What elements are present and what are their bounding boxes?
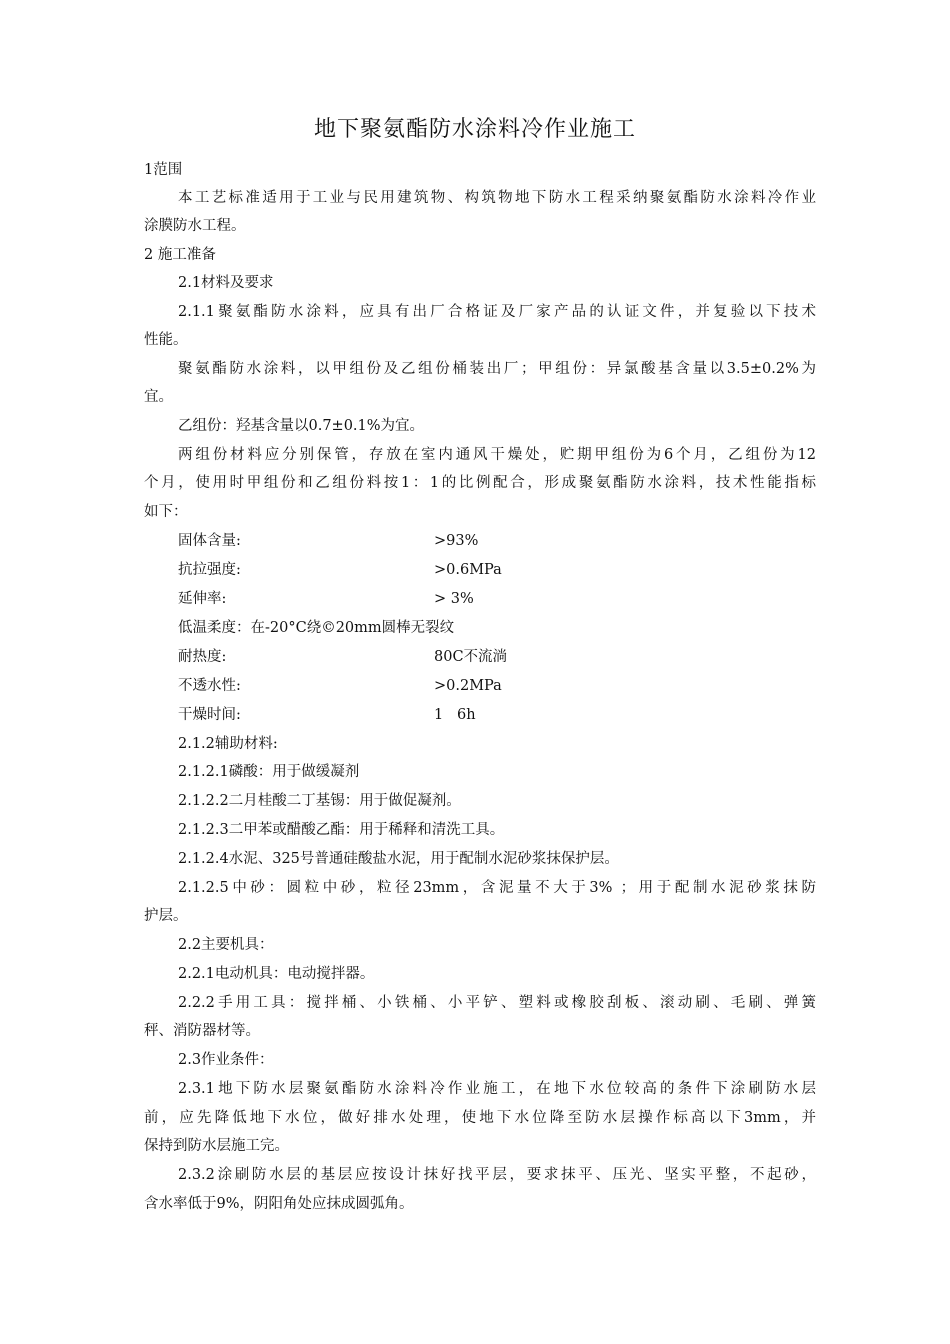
spec-row <box>178 647 507 667</box>
subsection-heading: 2.3作业条件： <box>178 1052 274 1068</box>
paragraph-line: 2.1.1聚氨酯防水涂料，应具有出厂合格证及厂家产品的认证文件，并复验以下技术 <box>178 304 816 320</box>
spec-value: >0.6MPa <box>434 562 502 578</box>
subsection-heading: 2.1材料及要求 <box>178 275 274 291</box>
paragraph-line: 涂膜防水工程。 <box>144 218 246 234</box>
section-heading: 1范围 <box>144 162 183 178</box>
list-item: 2.1.2.3二甲苯或醋酸乙酯：用于稀释和清洗工具。 <box>178 822 505 838</box>
spec-value: 80C不流淌 <box>434 649 508 665</box>
spec-value: >93% <box>434 533 479 549</box>
spec-row <box>178 531 478 551</box>
spec-value: 1 6h <box>434 707 476 723</box>
spec-value: > 3% <box>434 591 474 607</box>
spec-name: 延伸率: <box>178 591 227 607</box>
paragraph-line: 本工艺标准适用于工业与民用建筑物、构筑物地下防水工程采纳聚氨酯防水涂料冷作业 <box>178 190 816 206</box>
subsection-heading: 2.2主要机具： <box>178 937 274 953</box>
paragraph-line: 保持到防水层施工完。 <box>144 1138 289 1154</box>
subsection-heading: 2.1.2辅助材料: <box>178 736 278 752</box>
paragraph-line: 护层。 <box>144 908 188 924</box>
paragraph-line: 秤、消防器材等。 <box>144 1023 260 1039</box>
paragraph-line: 宜。 <box>144 389 173 405</box>
paragraph-line: 2.3.2涂刷防水层的基层应按设计抹好找平层，要求抹平、压光、坚实平整，不起砂， <box>178 1167 816 1183</box>
spec-row <box>178 676 502 696</box>
spec-name: 耐热度: <box>178 649 227 665</box>
document-title: 地下聚氨酯防水涂料冷作业施工 <box>313 117 636 142</box>
list-item: 2.1.2.1磷酸：用于做缓凝剂 <box>178 764 360 780</box>
list-item: 2.2.1电动机具：电动搅拌器。 <box>178 966 375 982</box>
spec-name: 不透水性: <box>178 678 241 694</box>
paragraph-line: 乙组份：羟基含量以0.7±0.1%为宜。 <box>178 418 425 434</box>
paragraph-line: 个月，使用时甲组份和乙组份料按1：1的比例配合，形成聚氨酯防水涂料，技术性能指标 <box>144 475 816 491</box>
spec-name: 干燥时间: <box>178 707 241 723</box>
paragraph-line: 性能。 <box>144 332 188 348</box>
spec-name: 抗拉强度: <box>178 562 241 578</box>
spec-row <box>178 560 502 580</box>
paragraph-line: 如下： <box>144 504 188 520</box>
section-heading: 2 施工准备 <box>144 247 216 263</box>
spec-name: 低温柔度：在-20°C绕©20mm圆棒无裂纹 <box>178 620 455 636</box>
paragraph-line: 2.3.1地下防水层聚氨酯防水涂料冷作业施工，在地下水位较高的条件下涂刷防水层 <box>178 1081 816 1097</box>
list-item: 2.1.2.5中砂：圆粒中砂，粒径23mm，含泥量不大于3% ；用于配制水泥砂浆抹防 <box>178 880 816 896</box>
paragraph-line: 含水率低于9%，阴阳角处应抹成圆弧角。 <box>144 1196 414 1212</box>
spec-row <box>178 705 476 725</box>
paragraph-line: 聚氨酯防水涂料，以甲组份及乙组份桶装出厂；甲组份：异氯酸基含量以3.5±0.2%为 <box>178 361 816 377</box>
spec-row <box>178 618 454 638</box>
spec-name: 固体含量: <box>178 533 241 549</box>
list-item: 2.2.2手用工具：搅拌桶、小铁桶、小平铲、塑料或橡胶刮板、滚动刷、毛刷、弹簧 <box>178 995 816 1011</box>
list-item: 2.1.2.4水泥、325号普通硅酸盐水泥，用于配制水泥砂浆抹保护层。 <box>178 851 619 867</box>
list-item: 2.1.2.2二月桂酸二丁基锡：用于做促凝剂。 <box>178 793 461 809</box>
paragraph-line: 两组份材料应分别保管，存放在室内通风干燥处，贮期甲组份为6个月，乙组份为12 <box>178 447 816 463</box>
spec-value: >0.2MPa <box>434 678 502 694</box>
spec-row <box>178 589 474 609</box>
paragraph-line: 前，应先降低地下水位，做好排水处理，使地下水位降至防水层操作标高以下3mm，并 <box>144 1110 816 1126</box>
